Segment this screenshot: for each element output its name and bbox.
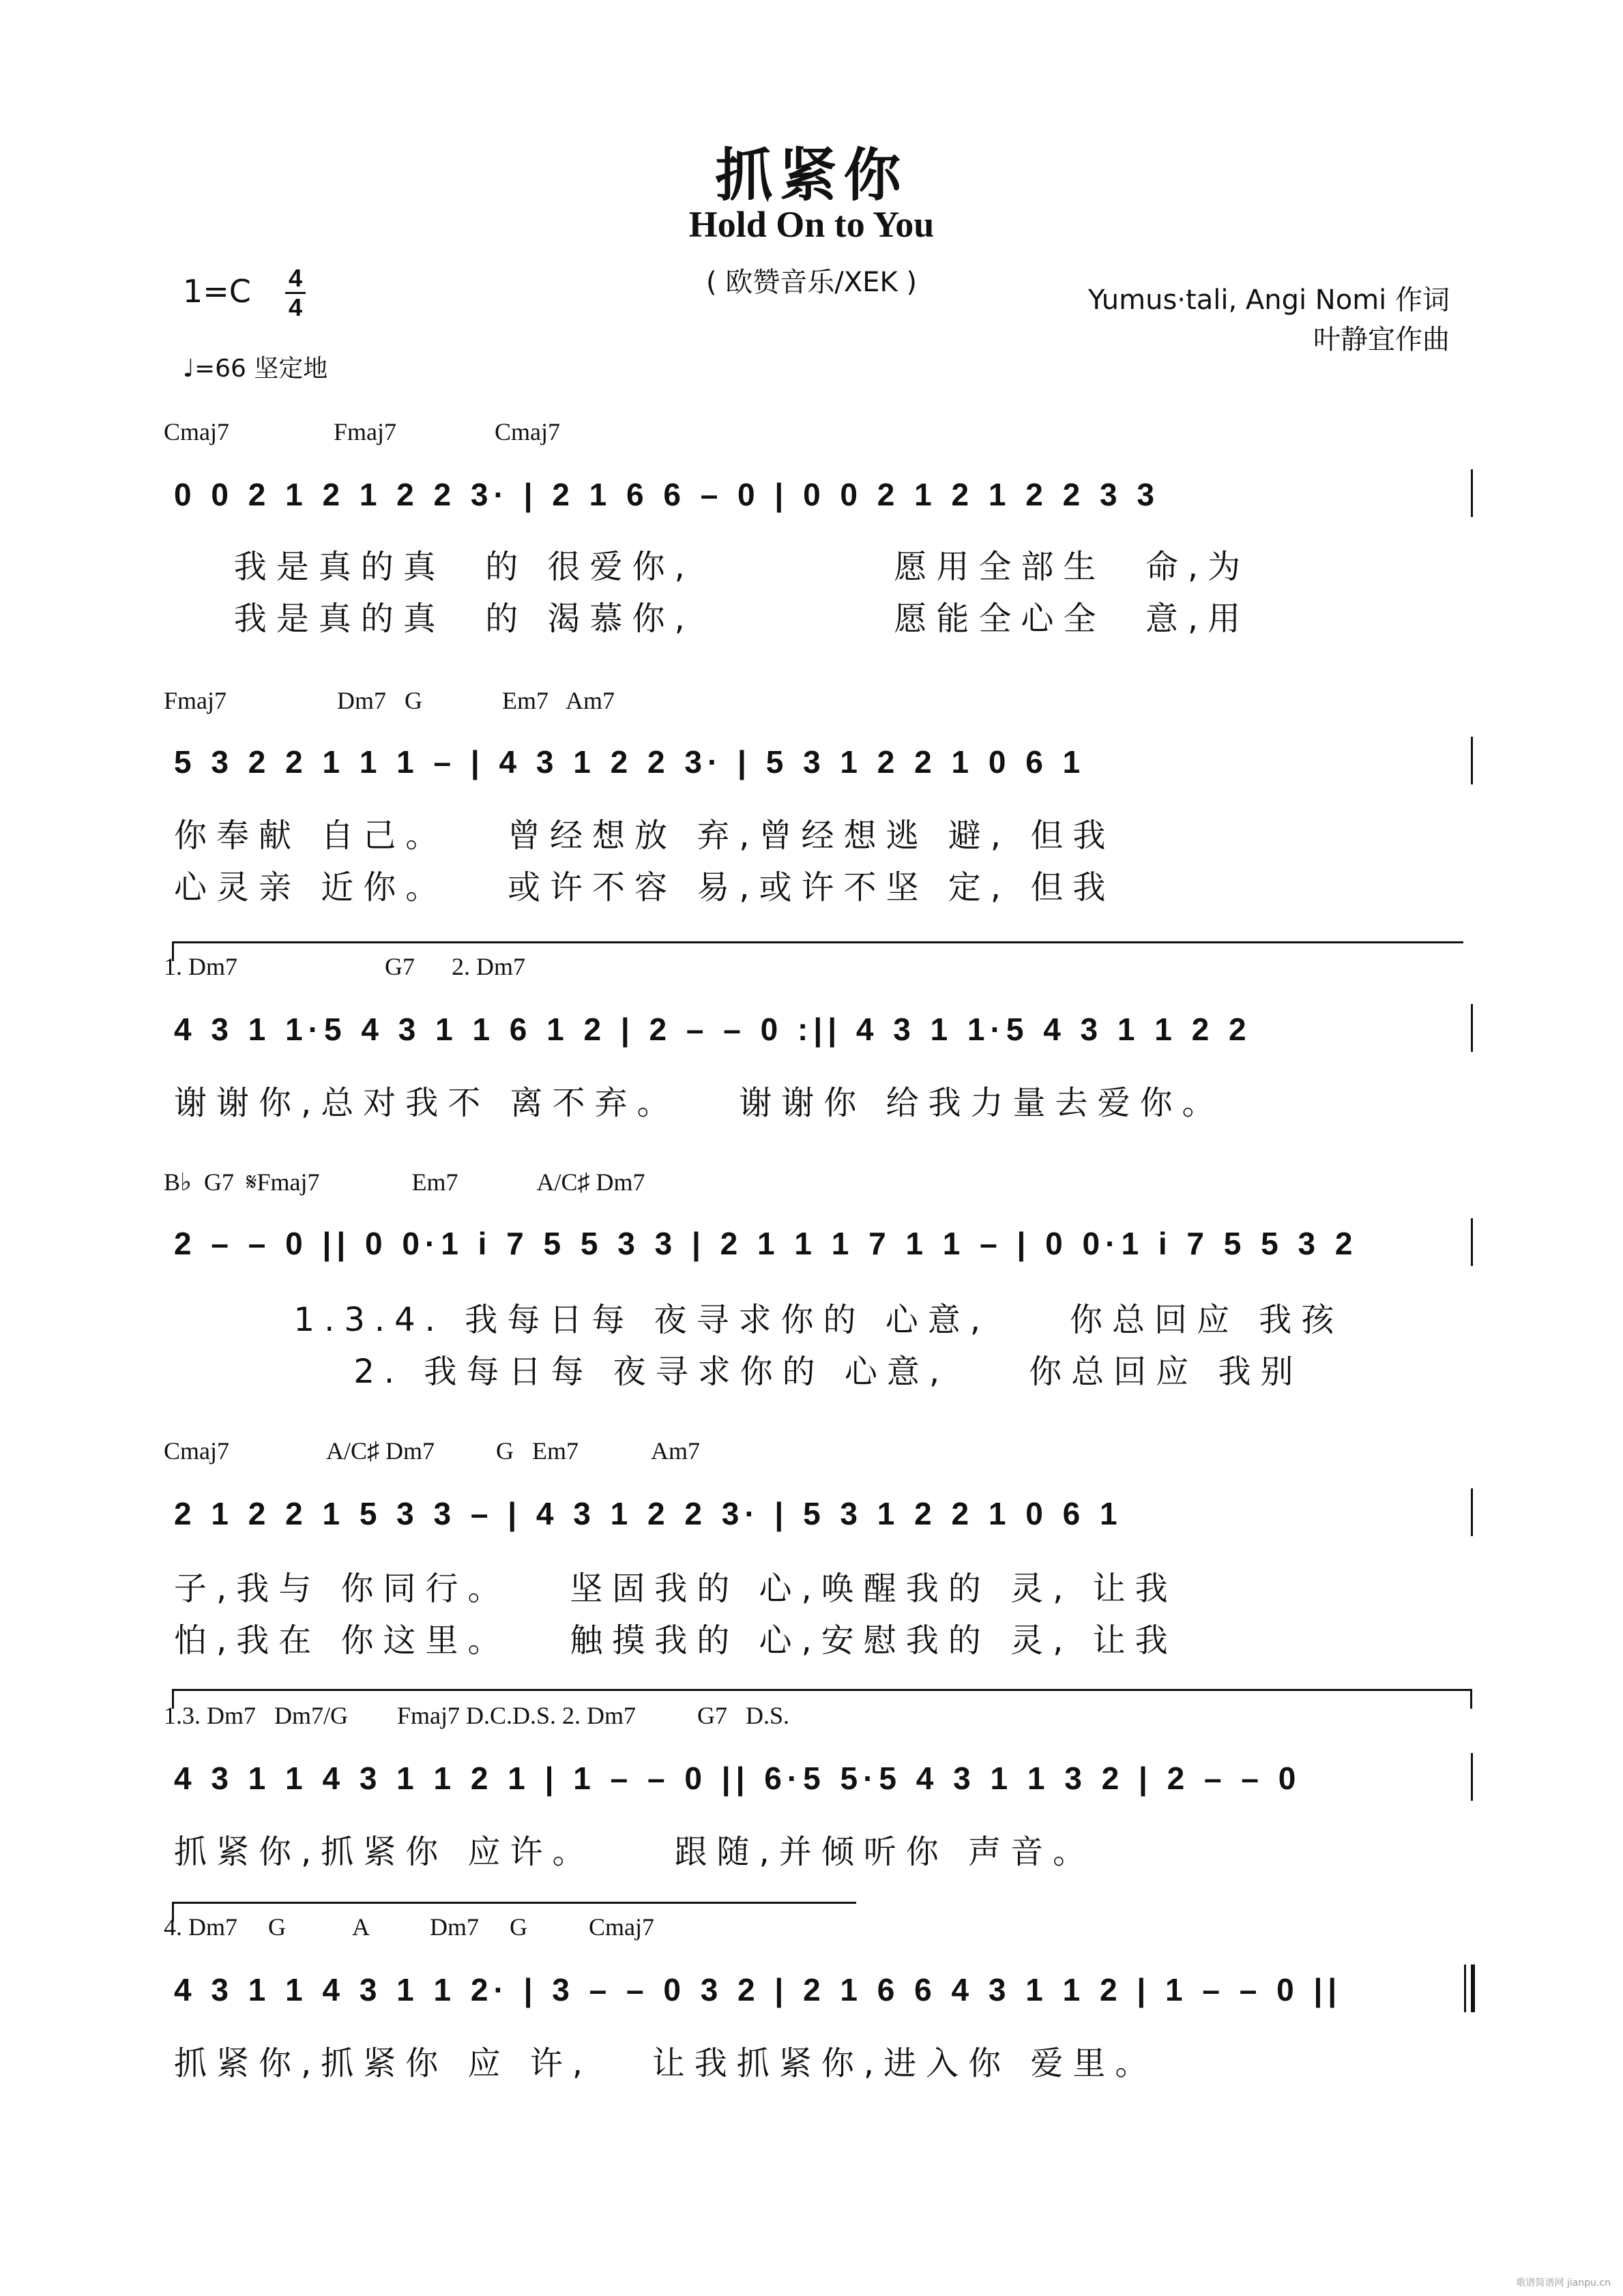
lyric-line: 谢谢你,总对我不 离不弃。 谢谢你 给我力量去爱你。 — [174, 1084, 1225, 1122]
barline — [1471, 1488, 1473, 1536]
time-signature — [285, 266, 306, 320]
barline — [1471, 1004, 1473, 1052]
barline — [1471, 469, 1473, 517]
notes-row: 5 3 2 2 1 1 1 – | 4 3 1 2 2 3· | 5 3 1 2 2 1 0 6 1 — [174, 744, 1086, 780]
publisher: ( 欧赞音乐/XEK ) — [705, 267, 918, 298]
notes-row: 4 3 1 1 4 3 1 1 2· | 3 – – 0 3 2 | 2 1 6 6 4 3 1 1 2 | 1 – – 0 || — [174, 1972, 1343, 2007]
lyric-line: 心灵亲 近你。 或许不容 易,或许不坚 定, 但我 — [174, 868, 1115, 907]
barline — [1464, 1964, 1466, 2012]
time-top: 4 — [288, 264, 303, 292]
composer: 叶静宜作曲 — [1313, 324, 1450, 355]
lyric-line: 1.3.4. 我每日每 夜寻求你的 心意, 你总回应 我孩 — [174, 1301, 1344, 1339]
song-title: 抓紧你 — [715, 141, 908, 209]
barline — [1471, 1753, 1473, 1801]
barline — [1471, 737, 1473, 784]
notes-row: 4 3 1 1 4 3 1 1 2 1 | 1 – – 0 || 6·5 5·5 4 3 1 1 3 2 | 2 – – 0 — [174, 1761, 1302, 1796]
barline — [1471, 1218, 1473, 1266]
lyric-line: 抓紧你,抓紧你 应许。 跟随,并倾听你 声音。 — [174, 1833, 1096, 1871]
time-bottom: 4 — [288, 293, 303, 321]
key-signature: 1=C — [183, 273, 251, 310]
chord-row: 1.3. Dm7 Dm7/G Fmaj7 D.C.D.S. 2. Dm7 G7 D.S. — [164, 1702, 790, 1729]
lyric-line: 我是真的真 的 渴慕你, 愿能全心全 意,用 — [174, 600, 1251, 638]
notes-row: 2 – – 0 || 0 0·1 i 7 5 5 3 3 | 2 1 1 1 7 1 1 – | 0 0·1 i 7 5 5 3 2 — [174, 1226, 1358, 1261]
lyric-line: 我是真的真 的 很爱你, 愿用全部生 命,为 — [174, 548, 1251, 586]
watermark: 歌谱简谱网 jianpu.cn — [1516, 2278, 1611, 2288]
tempo-marking: ♩=66 坚定地 — [183, 355, 328, 383]
lyric-line: 子,我与 你同行。 坚固我的 心,唤醒我的 灵, 让我 — [174, 1570, 1178, 1608]
notes-row: 4 3 1 1·5 4 3 1 1 6 1 2 | 2 – – 0 :|| 4 3 1 1·5 4 3 1 1 2 2 — [174, 1012, 1252, 1047]
notes-row: 0 0 2 1 2 1 2 2 3· | 2 1 6 6 – 0 | 0 0 2 1 2 1 2 2 3 3 — [174, 477, 1160, 512]
chord-row: 1. Dm7 G7 2. Dm7 — [164, 953, 525, 980]
chord-row: Cmaj7 A/C♯ Dm7 G Em7 Am7 — [164, 1437, 701, 1465]
chord-row: 4. Dm7 G A Dm7 G Cmaj7 — [164, 1913, 655, 1941]
lyricist: Yumus·tali, Angi Nomi 作词 — [1087, 284, 1450, 316]
lyric-line: 怕,我在 你这里。 触摸我的 心,安慰我的 灵, 让我 — [174, 1621, 1178, 1660]
chord-row: B♭ G7 𝄋Fmaj7 Em7 A/C♯ Dm7 — [164, 1168, 645, 1196]
lyric-line: 你奉献 自己。 曾经想放 弃,曾经想逃 避, 但我 — [174, 816, 1115, 855]
song-subtitle: Hold On to You — [688, 204, 935, 245]
chord-row: Fmaj7 Dm7 G Em7 Am7 — [164, 687, 615, 714]
final-barline — [1471, 1964, 1475, 2012]
chord-row: Cmaj7 Fmaj7 Cmaj7 — [164, 418, 560, 445]
lyric-line: 抓紧你,抓紧你 应 许, 让我抓紧你,进入你 爱里。 — [174, 2044, 1158, 2082]
lyric-line: 2. 我每日每 夜寻求你的 心意, 你总回应 我别 — [174, 1353, 1303, 1391]
notes-row: 2 1 2 2 1 5 3 3 – | 4 3 1 2 2 3· | 5 3 1 2 2 1 0 6 1 — [174, 1496, 1123, 1531]
